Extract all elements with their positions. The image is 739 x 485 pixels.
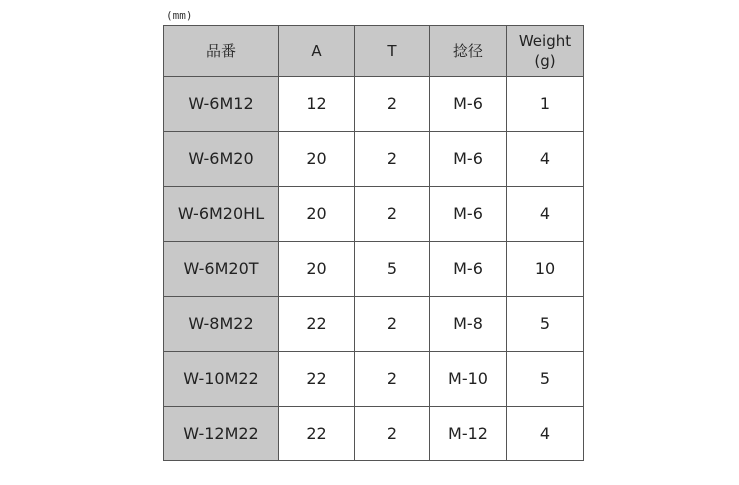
header-part-no: 品番 <box>164 26 279 77</box>
cell-t: 2 <box>355 187 430 242</box>
cell-t: 2 <box>355 407 430 461</box>
cell-thread: M-6 <box>430 132 507 187</box>
cell-thread: M-6 <box>430 187 507 242</box>
cell-t: 2 <box>355 77 430 132</box>
cell-a: 12 <box>279 77 355 132</box>
table-row <box>164 407 584 461</box>
cell-weight: 4 <box>507 132 584 187</box>
cell-part-no: W-6M12 <box>164 77 279 132</box>
cell-weight: 4 <box>507 407 584 461</box>
header-a: A <box>279 26 355 77</box>
table-row <box>164 352 584 407</box>
table-row <box>164 187 584 242</box>
cell-part-no: W-6M20T <box>164 242 279 297</box>
cell-part-no: W-6M20HL <box>164 187 279 242</box>
header-thread: 捻径 <box>430 26 507 77</box>
cell-a: 20 <box>279 132 355 187</box>
cell-weight: 4 <box>507 187 584 242</box>
cell-a: 22 <box>279 352 355 407</box>
cell-a: 22 <box>279 407 355 461</box>
cell-thread: M-8 <box>430 297 507 352</box>
cell-part-no: W-6M20 <box>164 132 279 187</box>
header-weight-label: Weight <box>518 32 572 50</box>
cell-thread: M-10 <box>430 352 507 407</box>
spec-table <box>163 25 584 461</box>
unit-note: (mm) <box>166 9 193 22</box>
cell-part-no: W-12M22 <box>164 407 279 461</box>
cell-thread: M-6 <box>430 77 507 132</box>
cell-a: 20 <box>279 242 355 297</box>
cell-a: 22 <box>279 297 355 352</box>
header-weight-unit: (g) <box>534 52 556 70</box>
header-weight <box>507 26 584 77</box>
table-row <box>164 242 584 297</box>
table-row <box>164 132 584 187</box>
cell-t: 2 <box>355 297 430 352</box>
cell-a: 20 <box>279 187 355 242</box>
header-t: T <box>355 26 430 77</box>
header-row <box>164 26 584 77</box>
cell-weight: 10 <box>507 242 584 297</box>
table-row <box>164 77 584 132</box>
cell-part-no: W-8M22 <box>164 297 279 352</box>
cell-part-no: W-10M22 <box>164 352 279 407</box>
cell-thread: M-6 <box>430 242 507 297</box>
cell-t: 2 <box>355 132 430 187</box>
cell-weight: 5 <box>507 297 584 352</box>
cell-t: 2 <box>355 352 430 407</box>
cell-thread: M-12 <box>430 407 507 461</box>
cell-weight: 5 <box>507 352 584 407</box>
table-row <box>164 297 584 352</box>
cell-weight: 1 <box>507 77 584 132</box>
cell-t: 5 <box>355 242 430 297</box>
